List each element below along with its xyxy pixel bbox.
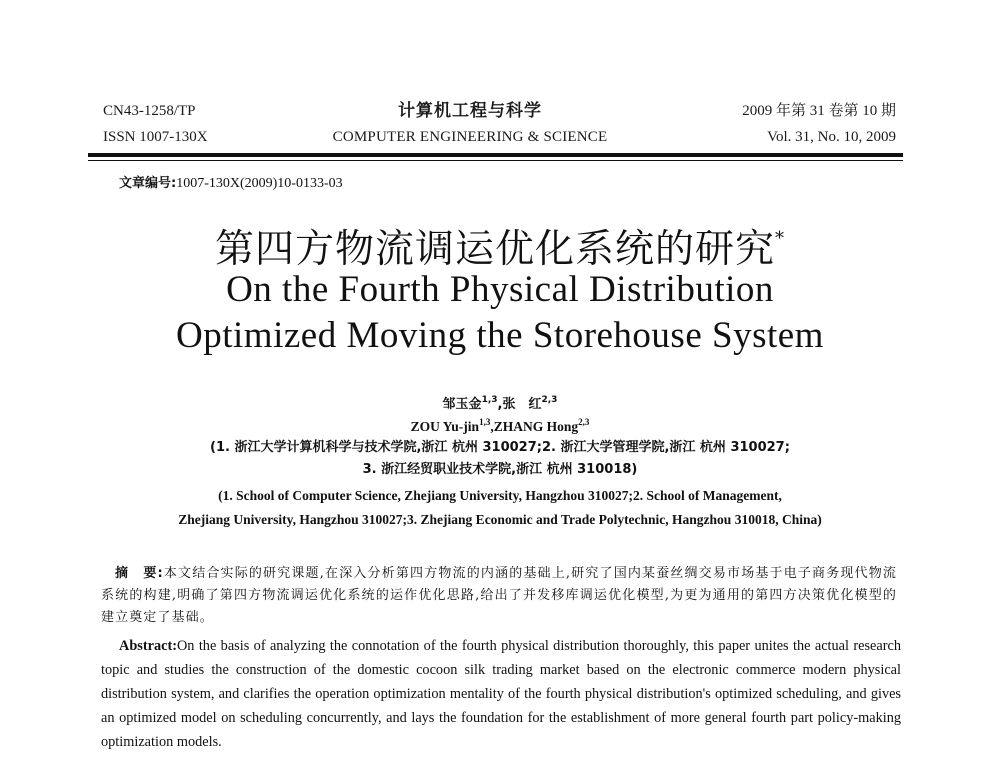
- author-en-2: ZHANG Hong: [493, 419, 579, 434]
- journal-codes: [103, 98, 208, 150]
- author-en-1: ZOU Yu-jin: [410, 419, 480, 434]
- affiliation-en-line-2: Zhejiang University, Hangzhou 310027;3. Zhejiang Economic and Trade Polytechnic, Hangzhou 310018, China): [178, 512, 822, 527]
- title-footnote-mark: *: [775, 228, 785, 249]
- issue-en: Vol. 31, No. 10, 2009: [767, 129, 896, 145]
- issue-cn: 2009 年第 31 卷第 10 期: [742, 103, 896, 119]
- article-number-value: 1007-130X(2009)10-0133-03: [176, 176, 343, 191]
- journal-name: [290, 98, 650, 150]
- header-rule-thin: [88, 160, 903, 161]
- title-en-line-2: Optimized Moving the Storehouse System: [176, 315, 824, 356]
- affiliation-cn-line-1: (1. 浙江大学计算机科学与技术学院,浙江 杭州 310027;2. 浙江大学管理学院,浙江 杭州 310027;: [210, 440, 790, 455]
- cn-code: CN43-1258/TP: [103, 103, 196, 119]
- title-cn: [0, 214, 1000, 275]
- author-cn-1-sup: 1,3: [481, 395, 498, 405]
- authors-en: [0, 411, 1000, 438]
- journal-name-cn: 计算机工程与科学: [398, 101, 542, 121]
- abstract-en-label: Abstract:: [119, 638, 177, 654]
- author-cn-2-sup: 2,3: [541, 395, 558, 405]
- abstract-en: [101, 634, 901, 754]
- abstract-cn: [101, 563, 897, 629]
- journal-issue: [742, 98, 896, 150]
- journal-name-en: COMPUTER ENGINEERING & SCIENCE: [332, 129, 608, 145]
- abstract-cn-text: 本文结合实际的研究课题,在深入分析第四方物流的内涵的基础上,研究了国内某蚕丝绸交易市场基于电子商务现代物流系统的构建,明确了第四方物流调运优化系统的运作优化思路,给出了并发移库调运优化模型,为更为通用的第四方决策优化模型的建立奠定了基础。: [101, 566, 897, 625]
- author-cn-sep: ,: [497, 397, 503, 412]
- affiliation-cn-line-2: 3. 浙江经贸职业技术学院,浙江 杭州 310018): [362, 462, 638, 477]
- author-en-1-sup: 1,3: [479, 417, 491, 427]
- article-number: [119, 172, 343, 192]
- affiliation-en-line-1: (1. School of Computer Science, Zhejiang University, Hangzhou 310027;2. School of Management,: [218, 488, 782, 503]
- header-rule-thick: [88, 153, 903, 157]
- author-cn-2: 张 红: [502, 397, 542, 412]
- author-en-2-sup: 2,3: [578, 417, 590, 427]
- article-number-label: 文章编号:: [119, 176, 177, 191]
- author-cn-1: 邹玉金: [442, 397, 482, 412]
- title-en-line-1: On the Fourth Physical Distribution: [226, 269, 774, 310]
- abstract-en-text: On the basis of analyzing the connotation of the fourth physical distribution thoroughly, this paper unites the actual research topic and studies the construction of the domestic cocoon silk trading market based on the electronic commerce modern physical distribution system, and clarifies the operation optimization mentality of the fourth physical distribution's optimized scheduling, and gives an optimized model on scheduling concurrently, and lays the foundation for the establishment of more general fourth part policy-making optimization models.: [101, 638, 901, 750]
- issn-code: ISSN 1007-130X: [103, 129, 208, 145]
- title-cn-text: 第四方物流调运优化系统的研究: [214, 227, 775, 272]
- author-en-sep: ,: [490, 419, 494, 434]
- abstract-cn-label: 摘 要:: [115, 566, 164, 581]
